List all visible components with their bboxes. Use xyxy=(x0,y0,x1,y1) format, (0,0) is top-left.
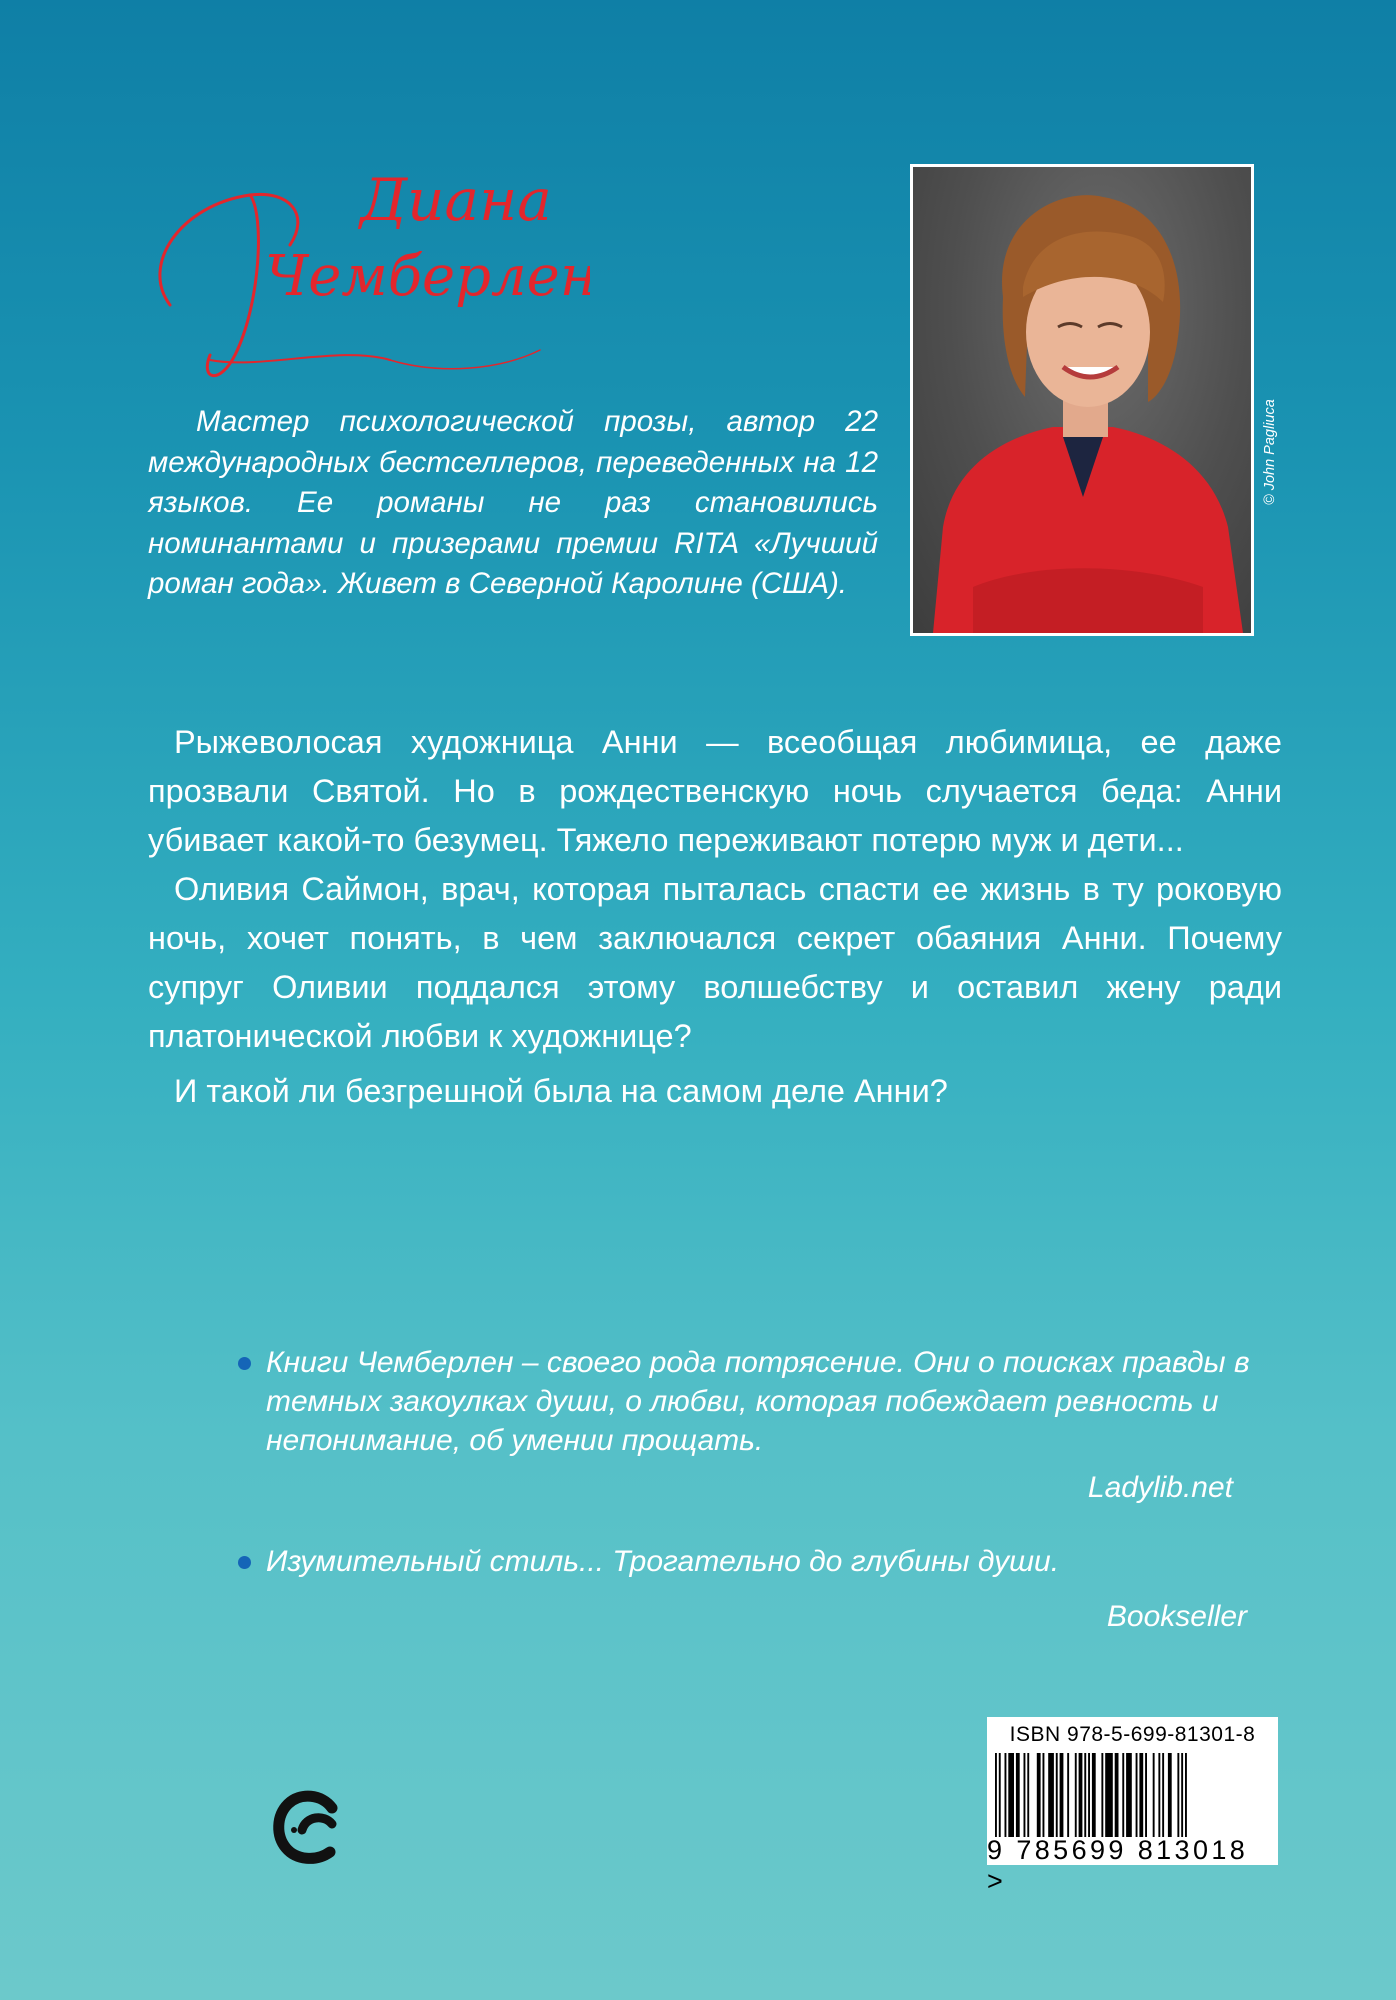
barcode-bar xyxy=(995,1753,997,1837)
barcode-bar xyxy=(1162,1753,1164,1837)
barcode-bar xyxy=(1092,1753,1096,1837)
isbn-barcode xyxy=(987,1717,1278,1896)
author-name-first: Диана xyxy=(360,166,552,234)
barcode-bar xyxy=(1043,1753,1045,1837)
author-photo xyxy=(910,164,1254,636)
author-portrait-illustration xyxy=(913,167,1251,633)
barcode-bar xyxy=(1105,1753,1113,1837)
barcode-bar xyxy=(1048,1753,1054,1837)
barcode-bar xyxy=(1060,1753,1064,1837)
barcode-bar xyxy=(1126,1753,1132,1837)
description-paragraph-3: И такой ли безгрешной была на самом деле Анни? xyxy=(174,1073,948,1109)
review-quote-2 xyxy=(266,1542,1261,1636)
barcode-bar xyxy=(1037,1753,1041,1837)
barcode-bar xyxy=(1079,1753,1083,1837)
barcode-bar xyxy=(1056,1753,1058,1837)
description-paragraph-1: Рыжеволосая художница Анни — всеобщая любимица, ее даже прозвали Святой. Но в рождественскую ночь случается беда: Анни убивает какой-то безумец. Тяжело переживают потерю муж и дети... xyxy=(148,724,1282,858)
review-quote-text: Изумительный стиль... Трогательно до глубины души. xyxy=(266,1545,1060,1578)
barcode-bar xyxy=(1136,1753,1138,1837)
barcode-digits: 9 785699 813018 > xyxy=(987,1835,1249,1896)
review-quote-text: Книги Чемберлен – своего рода потрясение. Они о поисках правды в темных закоулках души, о любви, которая побеждает ревность и непонимание, об умении прощать. xyxy=(266,1346,1250,1457)
author-bio: Мастер психологической прозы, автор 22 международных бестселлеров, переведенных на 12 языков. Ее романы не раз становились номинантами и призерами премии RITA «Лучший роман года». Живет в Северной Каролине (США). xyxy=(148,405,878,601)
barcode-bar xyxy=(999,1753,1001,1837)
bullet-dot-icon xyxy=(238,1357,251,1370)
barcode-bar xyxy=(1177,1753,1179,1837)
photo-credit: © John Pagliuca xyxy=(1262,399,1278,505)
barcode-bar xyxy=(1158,1753,1160,1837)
review-quote-source: Ladylib.net xyxy=(1087,1471,1233,1504)
barcode-bar xyxy=(1115,1753,1119,1837)
barcode-bar xyxy=(1185,1753,1187,1837)
review-quote-1 xyxy=(266,1343,1261,1507)
author-signature xyxy=(140,155,590,395)
author-signature-art xyxy=(140,155,590,395)
barcode-bar xyxy=(1145,1753,1147,1837)
barcode-bar xyxy=(1008,1753,1014,1837)
barcode-bar xyxy=(1122,1753,1124,1837)
barcode-bar xyxy=(1139,1753,1143,1837)
description-paragraph-2: Оливия Саймон, врач, которая пыталась спасти ее жизнь в ту роковую ночь, хочет понять, в чем заключался секрет обаяния Анни. Почему супруг Оливии поддался этому волшебству и оставил жену ради платонической любви к художнице? xyxy=(148,871,1282,1054)
barcode-bar xyxy=(1075,1753,1077,1837)
barcode-bar xyxy=(1181,1753,1183,1837)
publisher-logo-icon xyxy=(272,1786,348,1866)
review-quote-source: Bookseller xyxy=(1106,1600,1247,1633)
isbn-label: ISBN 978-5-699-81301-8 xyxy=(1009,1723,1256,1746)
barcode-bar xyxy=(1016,1753,1020,1837)
barcode-bars xyxy=(995,1753,1259,1837)
bullet-dot-icon xyxy=(238,1556,251,1569)
barcode-bar xyxy=(1153,1753,1155,1837)
barcode-bar xyxy=(1027,1753,1029,1837)
barcode-bar xyxy=(1084,1753,1086,1837)
barcode-bar xyxy=(1005,1753,1007,1837)
author-name-last: Чемберлен xyxy=(265,244,590,309)
author-photo-image xyxy=(913,167,1251,633)
barcode-bar xyxy=(1088,1753,1090,1837)
barcode-bar xyxy=(1024,1753,1026,1837)
barcode-bar xyxy=(1168,1753,1172,1837)
barcode-bar xyxy=(1101,1753,1103,1837)
barcode-bar xyxy=(1067,1753,1069,1837)
book-description xyxy=(148,718,1282,1116)
